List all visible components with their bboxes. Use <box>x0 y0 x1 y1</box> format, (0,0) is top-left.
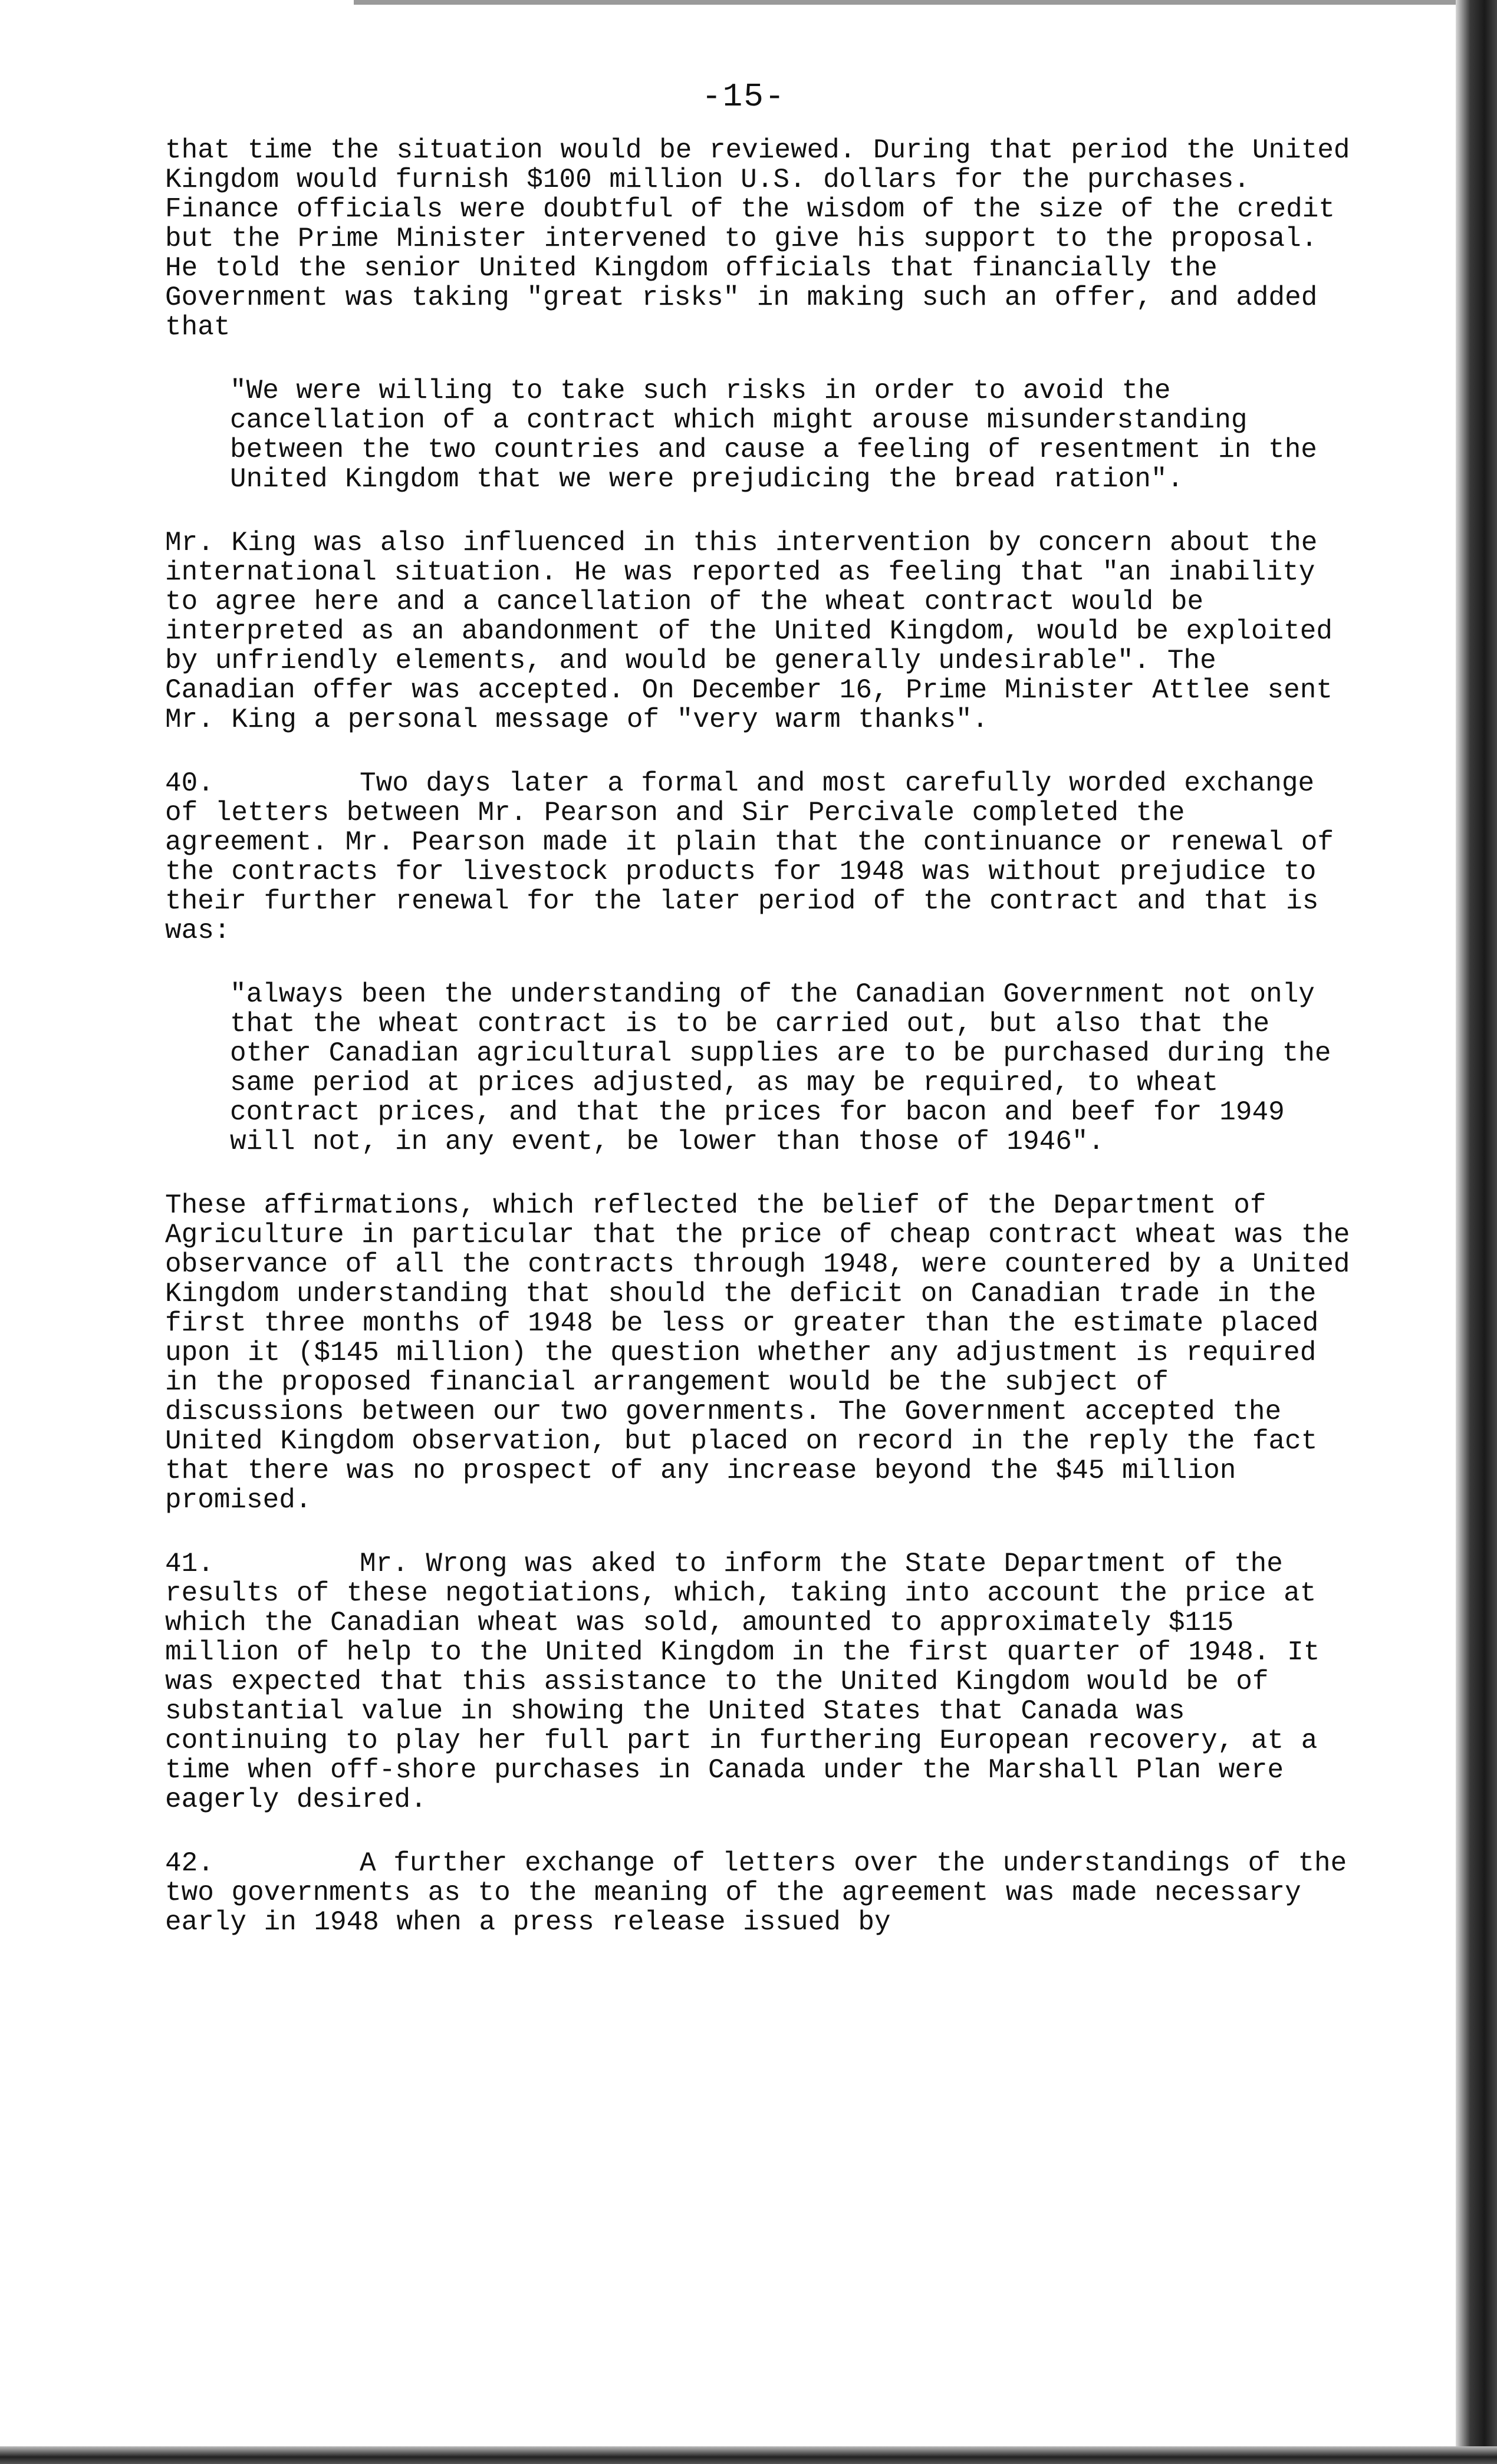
page-number: -15- <box>702 78 786 116</box>
paragraph-40-text: Two days later a formal and most carefully worded exchange of letters between Mr. Pearson and Sir Percivale completed the agreement. Mr. Pearson made it plain that the continuance or renewal of the contracts for livestock products for 1948 was without prejudice to their further renewal for the later period of the contract and that is was: <box>165 768 1334 946</box>
paragraph-king: Mr. King was also influenced in this intervention by concern about the international situation. He was reported as feeling that "an inability to agree here and a cancellation of the wheat contract would be interpreted as an abandonment of the United Kingdom, would be exploited by unfriendly elements, and would be generally undesirable". The Canadian offer was accepted. On December 16, Prime Minister Attlee sent Mr. King a personal message of "very warm thanks". <box>165 528 1333 735</box>
paragraph-41-text: Mr. Wrong was aked to inform the State Department of the results of these negotiations, which, taking into account the price at which the Canadian wheat was sold, amounted to approximately $115 million of help to the United Kingdom in the first quarter of 1948. It was expected that this assistance to the United Kingdom would be of substantial value in showing the United States that Canada was continuing to play her full part in furthering European recovery, at a time when off-shore purchases in Canada under the Marshall Plan were eagerly desired. <box>165 1549 1320 1815</box>
paragraph-41 <box>165 1549 1350 1814</box>
paragraph-affirmations: These affirmations, which reflected the belief of the Department of Agriculture in particular that the price of cheap contract wheat was the observance of all the contracts through 1948, were countered by a United Kingdom understanding that should the deficit on Canadian trade in the first three months of 1948 be less or greater than the estimate placed upon it ($145 million) the question whether any adjustment is required in the proposed financial arrangement would be the subject of discussions between our two governments. The Government accepted the United Kingdom observation, but placed on record in the reply the fact that there was no prospect of any increase beyond the $45 million promised. <box>165 1190 1350 1516</box>
paragraph-40 <box>165 769 1350 946</box>
paragraph-intro: that time the situation would be reviewed. During that period the United Kingdom would furnish $100 million U.S. dollars for the purchases. Finance officials were doubtful of the wisdom of the size of the credit but the Prime Minister intervened to give his support to the proposal. He told the senior United Kingdom officials that financially the Government was taking "great risks" in making such an offer, and added that <box>165 135 1350 342</box>
quotation-canadian-government: "always been the understanding of the Canadian Government not only that the wheat contract is to be carried out, but also that the other Canadian agricultural supplies are to be purchased during the same period at prices adjusted, as may be required, to wheat contract prices, and that the prices for bacon and beef for 1949 will not, in any event, be lower than those of 1946". <box>230 979 1331 1157</box>
page-bottom-edge <box>0 2446 1497 2464</box>
quotation-prime-minister: "We were willing to take such risks in order to avoid the cancellation of a contract which might arouse misunderstanding between the two countries and cause a feeling of resentment in the United Kingdom that we were prejudicing the bread ration". <box>230 375 1317 495</box>
document-body <box>165 136 1350 1971</box>
binding-shadow-right <box>1456 0 1497 2464</box>
paragraph-number-42: 42. <box>165 1848 214 1879</box>
page-top-edge <box>354 0 1497 5</box>
paragraph-42 <box>165 1849 1350 1937</box>
paragraph-number-40: 40. <box>165 768 214 799</box>
paragraph-42-text: A further exchange of letters over the understandings of the two governments as to the meaning of the agreement was made necessary early in 1948 when a press release issued by <box>165 1848 1347 1938</box>
paragraph-number-41: 41. <box>165 1549 214 1579</box>
